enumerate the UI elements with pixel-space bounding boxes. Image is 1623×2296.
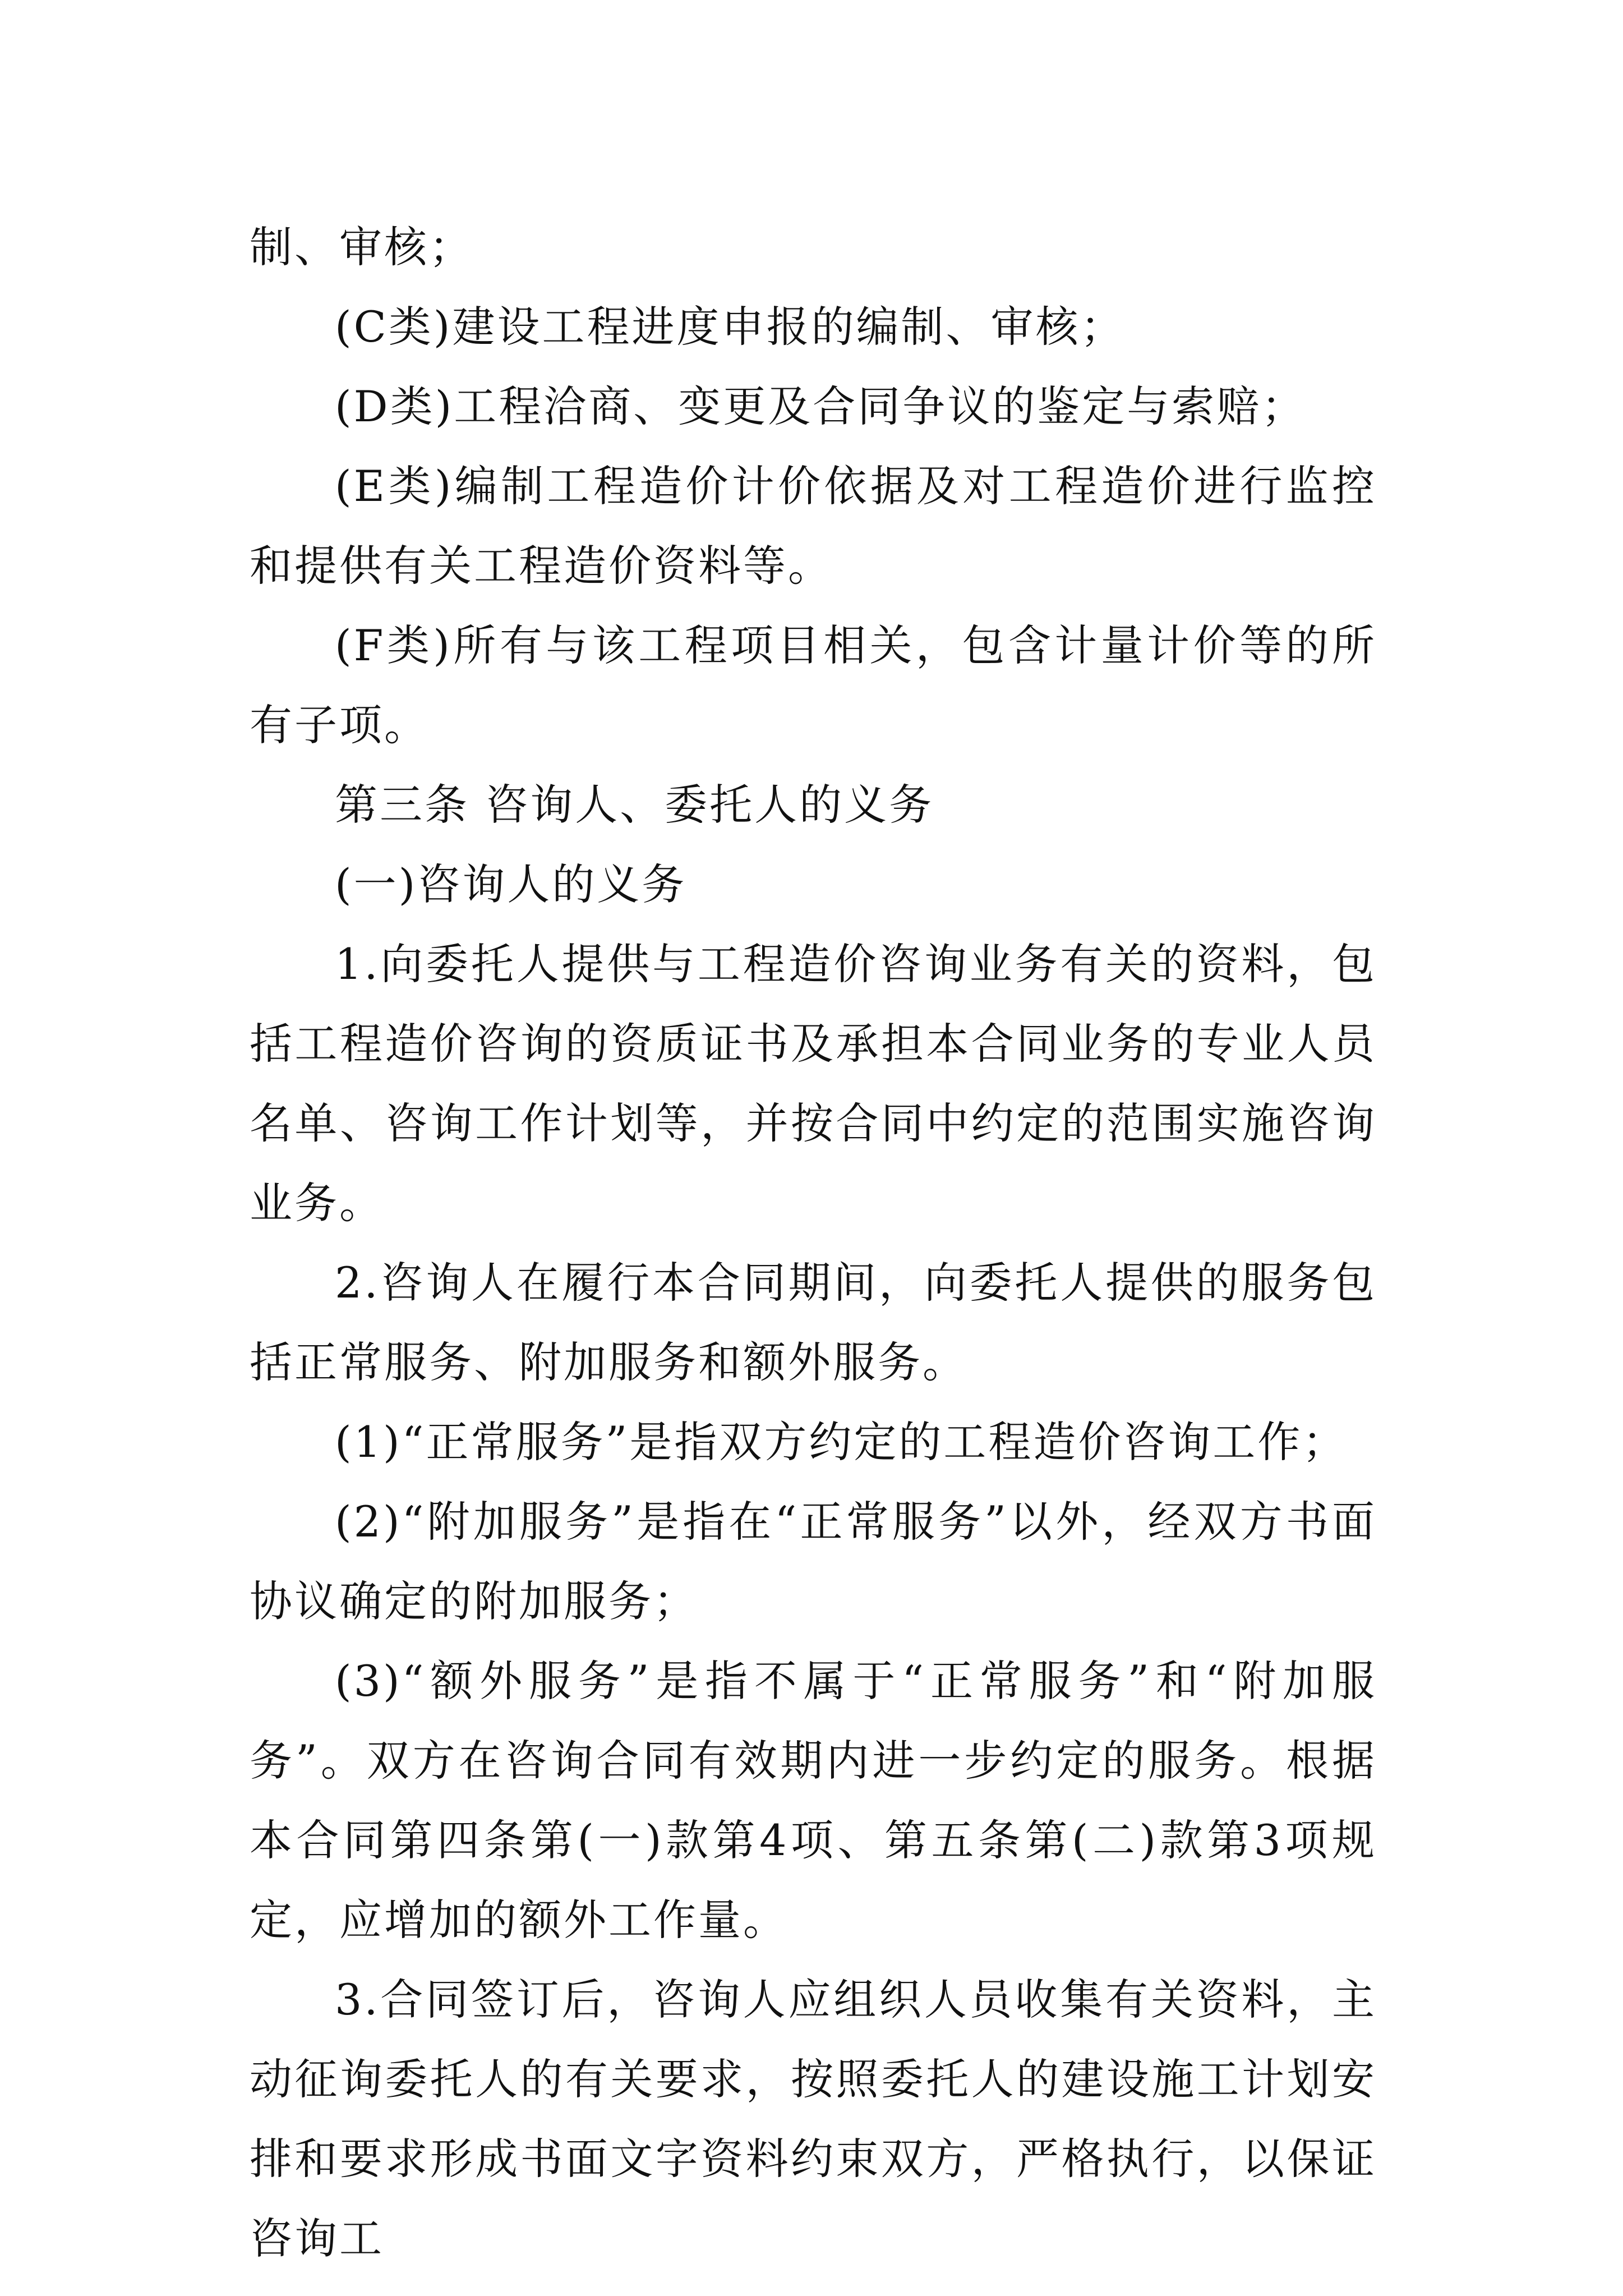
paragraph-item-f: (F类)所有与该工程项目相关，包含计量计价等的所有子项。 xyxy=(250,620,1377,750)
paragraph-obligation-3: 3.合同签订后，咨询人应组织人员收集有关资料，主动征询委托人的有关要求，按照委托人的建设施工计划安排和要求形成书面文字资料约束双方，严格执行，以保证咨询工 xyxy=(250,1975,1377,2263)
paragraph-normal-service: (1)“正常服务”是指双方约定的工程造价咨询工作； xyxy=(335,1417,1348,1467)
paragraph-extra-service: (3)“额外服务”是指不属于“正常服务”和“附加服务”。双方在咨询合同有效期内进一步约定的服务。根据本合同第四条第(一)款第4项、第五条第(二)款第3项规定，应增加的额外工作量。 xyxy=(250,1656,1377,1945)
section-consultant-obligations-heading: (一)咨询人的义务 xyxy=(335,859,687,909)
paragraph-item-d: (D类)工程洽商、变更及合同争议的鉴定与索赔； xyxy=(335,381,1307,431)
paragraph-obligation-2: 2.咨询人在履行本合同期间，向委托人提供的服务包括正常服务、附加服务和额外服务。 xyxy=(250,1258,1377,1387)
paragraph-continuation: 制、审核； xyxy=(250,222,474,272)
document-body xyxy=(250,208,1377,2279)
paragraph-additional-service: (2)“附加服务”是指在“正常服务”以外，经双方书面协议确定的附加服务； xyxy=(250,1497,1377,1626)
paragraph-item-e: (E类)编制工程造价计价依据及对工程造价进行监控和提供有关工程造价资料等。 xyxy=(250,461,1377,591)
article-three-heading: 第三条 咨询人、委托人的义务 xyxy=(335,780,934,830)
paragraph-item-c: (C类)建设工程进度申报的编制、审核； xyxy=(335,302,1126,352)
paragraph-obligation-1: 1.向委托人提供与工程造价咨询业务有关的资料，包括工程造价咨询的资质证书及承担本合同业务的专业人员名单、咨询工作计划等，并按合同中约定的范围实施咨询业务。 xyxy=(250,939,1377,1228)
